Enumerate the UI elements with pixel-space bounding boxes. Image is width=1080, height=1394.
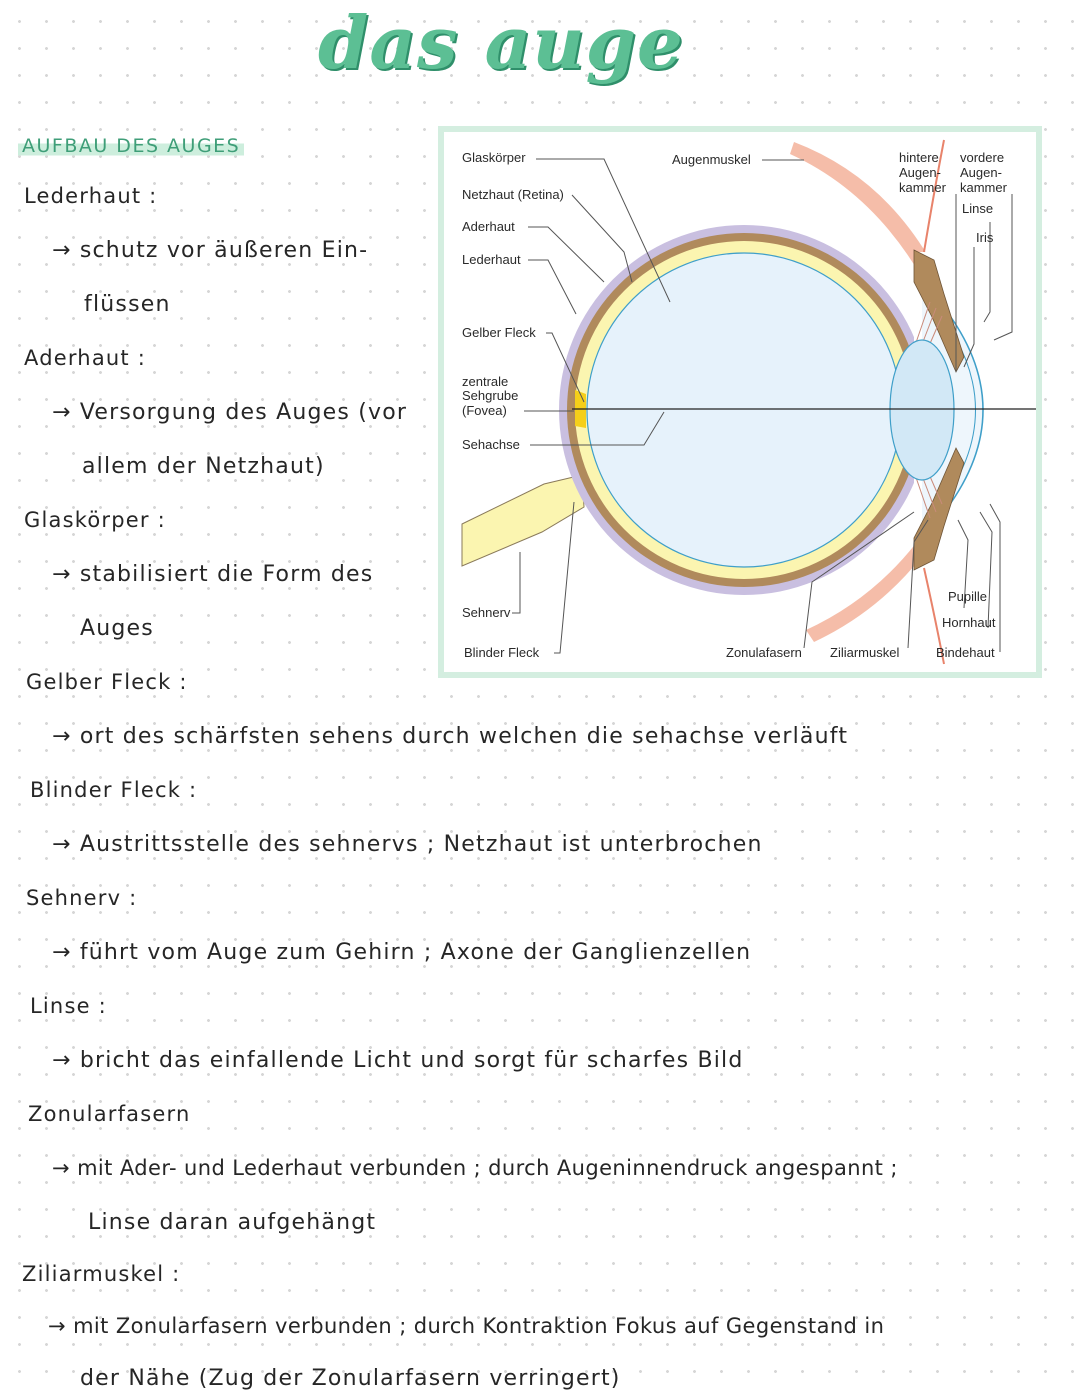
eye-diagram (444, 132, 1036, 672)
label-iris: Iris (976, 230, 994, 245)
label-vordere-1: vordere (960, 150, 1005, 165)
term-blinder-fleck: Blinder Fleck : (30, 778, 198, 802)
label-hintere-1: hintere (899, 150, 939, 165)
label-zentrale: zentrale (462, 374, 509, 389)
note-linse-line1: → bricht das einfallende Licht und sorgt für scharfes Bild (52, 1048, 744, 1073)
label-aderhaut: Aderhaut (462, 219, 515, 234)
note-gelber-fleck-line1: → ort des schärfsten sehens durch welchen die sehachse verläuft (52, 724, 849, 749)
label-hintere-3: kammer (899, 180, 946, 195)
note-blinder-fleck-line1: → Austrittsstelle des sehnervs ; Netzhaut ist unterbrochen (52, 832, 763, 857)
page-title: das auge (318, 0, 684, 85)
label-bindehaut: Bindehaut (936, 645, 995, 660)
label-netzhaut: Netzhaut (Retina) (462, 187, 564, 202)
note-ziliarmuskel-line1: → mit Zonularfasern verbunden ; durch Kontraktion Fokus auf Gegenstand in (48, 1314, 885, 1338)
label-fovea: (Fovea) (462, 403, 507, 418)
label-linse: Linse (962, 201, 994, 216)
label-vordere-2: Augen- (960, 165, 1002, 180)
note-sehnerv-line1: → führt vom Auge zum Gehirn ; Axone der Ganglienzellen (52, 940, 752, 965)
lens (890, 340, 954, 480)
term-lederhaut: Lederhaut : (24, 184, 158, 208)
label-hornhaut: Hornhaut (942, 615, 996, 630)
term-zonularfasern: Zonularfasern (28, 1102, 191, 1126)
term-aderhaut: Aderhaut : (24, 346, 146, 370)
note-aderhaut-line2: allem der Netzhaut) (82, 454, 325, 479)
note-aderhaut-line1: → Versorgung des Auges (vor (52, 400, 408, 425)
note-lederhaut-line2: flüssen (84, 292, 171, 317)
note-zonularfasern-line2: Linse daran aufgehängt (88, 1210, 377, 1235)
term-gelber-fleck: Gelber Fleck : (26, 670, 188, 694)
note-lederhaut-line1: → schutz vor äußeren Ein- (52, 238, 369, 263)
term-ziliarmuskel: Ziliarmuskel : (22, 1262, 181, 1286)
label-pupille: Pupille (948, 589, 988, 604)
vitreous-body (587, 253, 901, 567)
label-sehgrube: Sehgrube (462, 388, 519, 403)
eye-diagram-frame (438, 126, 1042, 678)
label-zonulafasern: Zonulafasern (726, 645, 802, 660)
label-glaskoerper: Glaskörper (462, 150, 526, 165)
term-sehnerv: Sehnerv : (26, 886, 138, 910)
label-augenmuskel: Augenmuskel (672, 152, 751, 167)
label-sehachse: Sehachse (462, 437, 520, 452)
note-glaskoerper-line1: → stabilisiert die Form des (52, 562, 374, 587)
note-glaskoerper-line2: Auges (80, 616, 154, 641)
note-ziliarmuskel-line2: der Nähe (Zug der Zonularfasern verringert) (80, 1366, 621, 1391)
label-sehnerv: Sehnerv (462, 605, 511, 620)
label-hintere-2: Augen- (899, 165, 941, 180)
note-zonularfasern-line1: → mit Ader- und Lederhaut verbunden ; durch Augeninnendruck angespannt ; (52, 1156, 898, 1180)
optic-nerve (462, 475, 584, 566)
term-linse: Linse : (30, 994, 107, 1018)
label-blinder-fleck: Blinder Fleck (464, 645, 540, 660)
label-gelber-fleck: Gelber Fleck (462, 325, 536, 340)
section-heading: AUFBAU DES AUGES (18, 134, 244, 158)
label-lederhaut: Lederhaut (462, 252, 521, 267)
label-ziliarmuskel: Ziliarmuskel (830, 645, 900, 660)
label-vordere-3: kammer (960, 180, 1007, 195)
term-glaskoerper: Glaskörper : (24, 508, 166, 532)
